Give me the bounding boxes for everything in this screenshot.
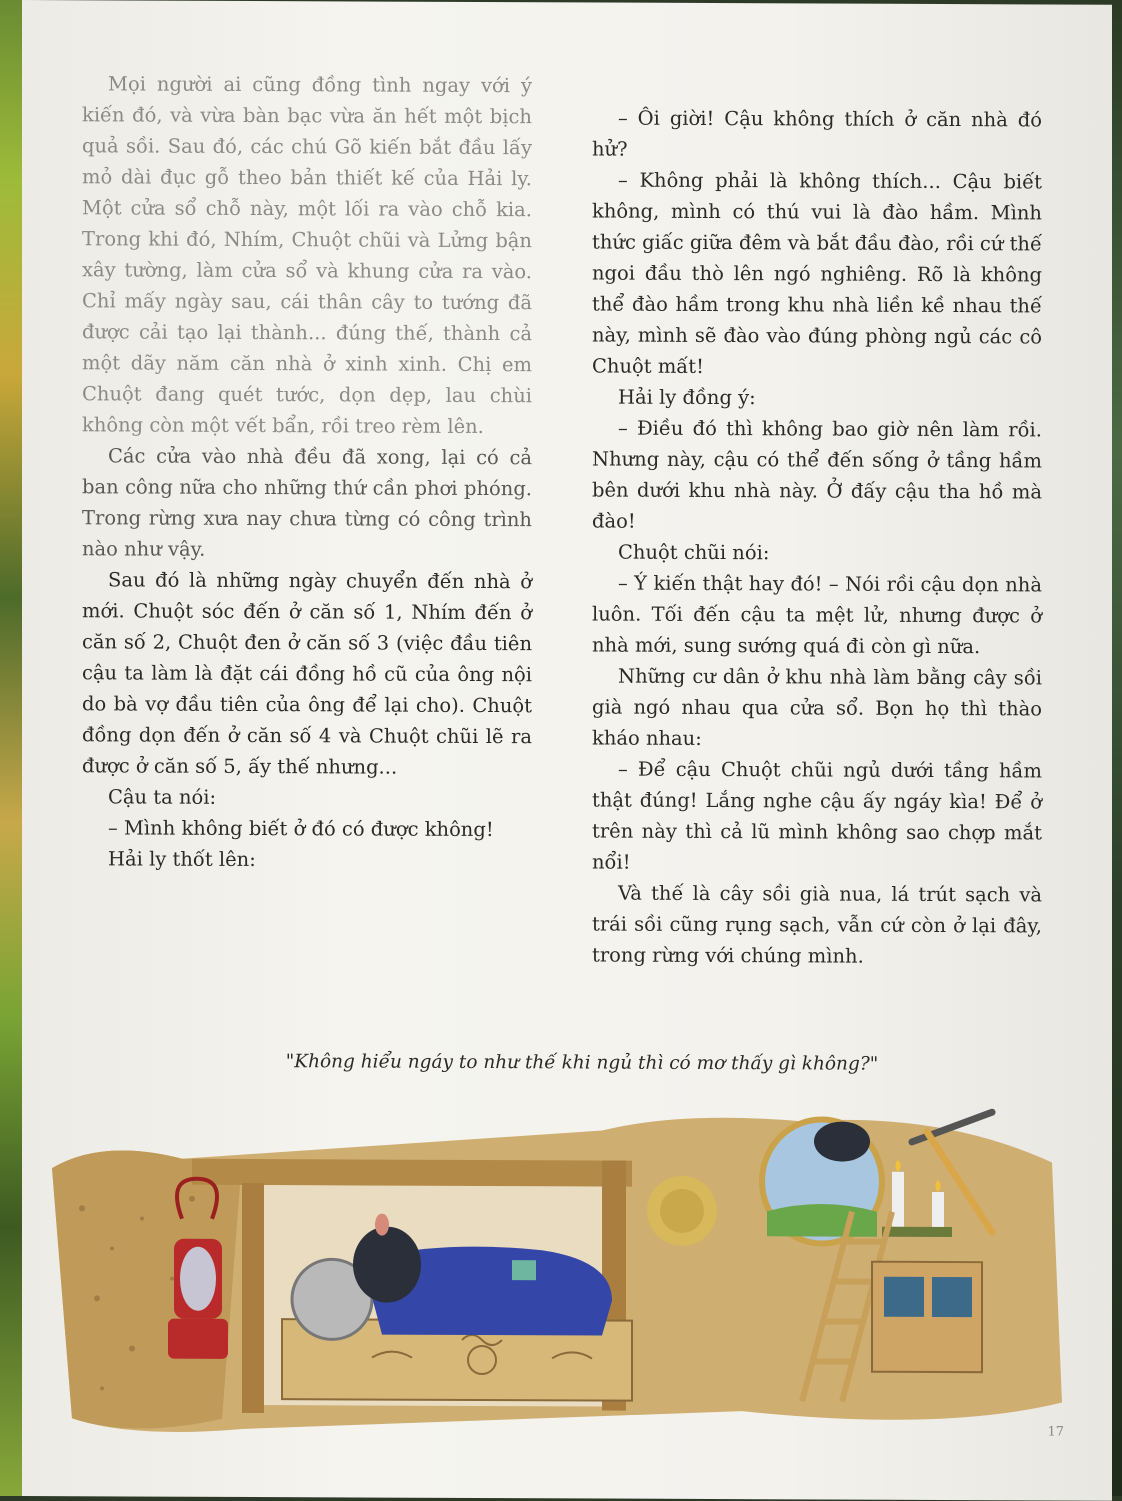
paragraph: – Điều đó thì không bao giờ nên làm rồi. Nhưng này, cậu có thể đến sống ở tầng hầm bên dưới khu nhà này. Ở đấy cậu tha hồ mà đào! <box>592 412 1042 538</box>
paragraph: – Mình không biết ở đó có được không! <box>82 812 532 845</box>
paragraph: Hải ly thốt lên: <box>82 843 532 876</box>
paragraph: – Không phải là không thích... Cậu biết không, mình có thú vui là đào hầm. Mình thức giấc giữa đêm và bắt đầu đào, rồi cứ thế ngoi đầu thò lên ngó nghiêng. Rõ là không thể đào hầm trong khu nhà liền kề nhau thế này, mình sẽ đào vào đúng phòng ngủ các cô Chuột mất! <box>592 164 1042 383</box>
right-text-column <box>592 102 1042 972</box>
paragraph: Sau đó là những ngày chuyển đến nhà ở mới. Chuột sóc đến ở căn số 1, Nhím đến ở căn số 2, Chuột đen ở căn số 3 (việc đầu tiên cậu ta làm là đặt cái đồng hồ cũ của ông nội do bà vợ đầu tiên của ông để lại cho). Chuột đồng dọn đến ở căn số 4 và Chuột chũi lẽ ra được ở căn số 5, ấy thế nhưng... <box>82 564 532 783</box>
paragraph: – Ý kiến thật hay đó! – Nói rồi cậu dọn nhà luôn. Tối đến cậu ta mệt lử, nhưng được ở nhà mới, sung sướng quá đi còn gì nữa. <box>592 567 1042 662</box>
paragraph: Mọi người ai cũng đồng tình ngay với ý kiến đó, và vừa bàn bạc vừa ăn hết một bịch quả sồi. Sau đó, các chú Gõ kiến bắt đầu lấy mỏ dài đục gỗ theo bản thiết kế của Hải ly. Một cửa sổ chỗ này, một lối ra vào chỗ kia. Trong khi đó, Nhím, Chuột chũi và Lửng bận xây tường, làm cửa sổ và khung cửa ra vào. Chỉ mấy ngày sau, cái thân cây to tướng đã được cải tạo lại thành... đúng thế, thành cả một dãy năm căn nhà ở xinh xinh. Chị em Chuột đang quét tước, dọn dẹp, lau chùi không còn một vết bẩn, rồi treo rèm lên. <box>82 68 532 442</box>
mole-burrow-illustration <box>42 1098 1082 1463</box>
paragraph: Hải ly đồng ý: <box>592 381 1042 414</box>
paragraph: Các cửa vào nhà đều đã xong, lại có cả ban công nữa cho những thứ cần phơi phóng. Trong rừng xưa nay chưa từng có công trình nào như vậy. <box>82 440 532 566</box>
paragraph: – Để cậu Chuột chũi ngủ dưới tầng hầm thật đúng! Lắng nghe cậu ấy ngáy kìa! Để ở trên này thì cả lũ mình không sao chợp mắt nổi! <box>592 753 1042 879</box>
illustration-caption: "Không hiểu ngáy to như thế khi ngủ thì có mơ thấy gì không?" <box>262 1051 902 1075</box>
paragraph: Và thế là cây sồi già nua, lá trút sạch và trái sồi cũng rụng sạch, vẫn cứ còn ở lại đây, trong rừng với chúng mình. <box>592 877 1042 972</box>
paragraph: – Ôi giời! Cậu không thích ở căn nhà đó hử? <box>592 102 1042 166</box>
page-number: 17 <box>1047 1424 1064 1439</box>
book-page <box>22 0 1112 1501</box>
paragraph: Chuột chũi nói: <box>592 536 1042 569</box>
paragraph: Cậu ta nói: <box>82 781 532 814</box>
paragraph: Những cư dân ở khu nhà làm bằng cây sồi già ngó nhau qua cửa sổ. Bọn họ thì thào kháo nhau: <box>592 660 1042 755</box>
left-text-column <box>82 68 532 876</box>
